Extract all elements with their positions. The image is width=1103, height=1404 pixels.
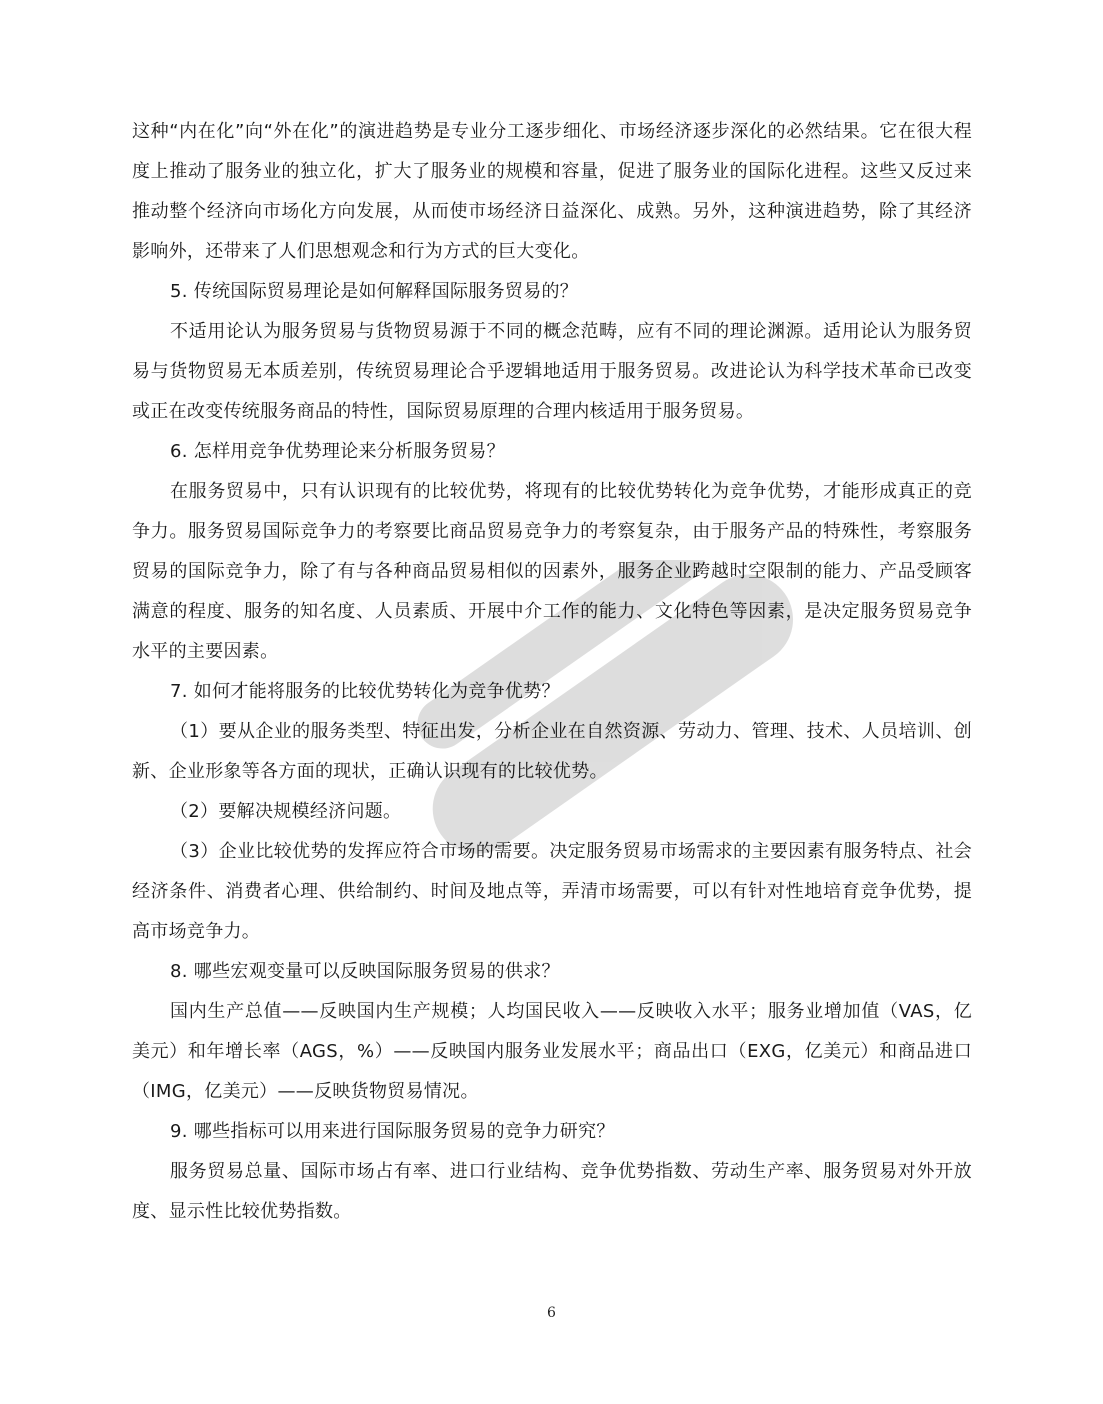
answer-5-paragraph: 不适用论认为服务贸易与货物贸易源于不同的概念范畴，应有不同的理论渊源。适用论认为服务贸易与货物贸易无本质差别，传统贸易理论合乎逻辑地适用于服务贸易。改进论认为科学技术革命已改变或正在改变传统服务商品的特性，国际贸易原理的合理内核适用于服务贸易。 [132, 321, 972, 422]
page-body [132, 112, 972, 1232]
answer-8-paragraph: 国内生产总值——反映国内生产规模；人均国民收入——反映收入水平；服务业增加值（VAS，亿美元）和年增长率（AGS，%）——反映国内服务业发展水平；商品出口（EXG，亿美元）和商品进口（IMG，亿美元）——反映货物贸易情况。 [132, 1001, 972, 1102]
answer-7-item-1: （1）要从企业的服务类型、特征出发，分析企业在自然资源、劳动力、管理、技术、人员培训、创新、企业形象等各方面的现状，正确认识现有的比较优势。 [132, 721, 972, 782]
question-9-heading: 9. 哪些指标可以用来进行国际服务贸易的竞争力研究？ [170, 1121, 615, 1142]
answer-9-paragraph: 服务贸易总量、国际市场占有率、进口行业结构、竞争优势指数、劳动生产率、服务贸易对外开放度、显示性比较优势指数。 [132, 1161, 972, 1222]
question-6-heading: 6. 怎样用竞争优势理论来分析服务贸易？ [170, 441, 505, 462]
answer-7-item-2: （2）要解决规模经济问题。 [170, 801, 402, 822]
question-8-heading: 8. 哪些宏观变量可以反映国际服务贸易的供求？ [170, 961, 560, 982]
question-5-heading: 5. 传统国际贸易理论是如何解释国际服务贸易的？ [170, 281, 579, 302]
page-number: 6 [547, 1305, 556, 1321]
answer-7-item-3: （3）企业比较优势的发挥应符合市场的需要。决定服务贸易市场需求的主要因素有服务特点、社会经济条件、消费者心理、供给制约、时间及地点等，弄清市场需要，可以有针对性地培育竞争优势，提高市场竞争力。 [132, 841, 972, 942]
question-7-heading: 7. 如何才能将服务的比较优势转化为竞争优势？ [170, 681, 560, 702]
paragraph-intro-continuation: 这种“内在化”向“外在化”的演进趋势是专业分工逐步细化、市场经济逐步深化的必然结果。它在很大程度上推动了服务业的独立化，扩大了服务业的规模和容量，促进了服务业的国际化进程。这些又反过来推动整个经济向市场化方向发展，从而使市场经济日益深化、成熟。另外，这种演进趋势，除了其经济影响外，还带来了人们思想观念和行为方式的巨大变化。 [132, 121, 972, 262]
answer-6-paragraph: 在服务贸易中，只有认识现有的比较优势，将现有的比较优势转化为竞争优势，才能形成真正的竞争力。服务贸易国际竞争力的考察要比商品贸易竞争力的考察复杂，由于服务产品的特殊性，考察服务贸易的国际竞争力，除了有与各种商品贸易相似的因素外，服务企业跨越时空限制的能力、产品受顾客满意的程度、服务的知名度、人员素质、开展中介工作的能力、文化特色等因素，是决定服务贸易竞争水平的主要因素。 [132, 481, 972, 662]
